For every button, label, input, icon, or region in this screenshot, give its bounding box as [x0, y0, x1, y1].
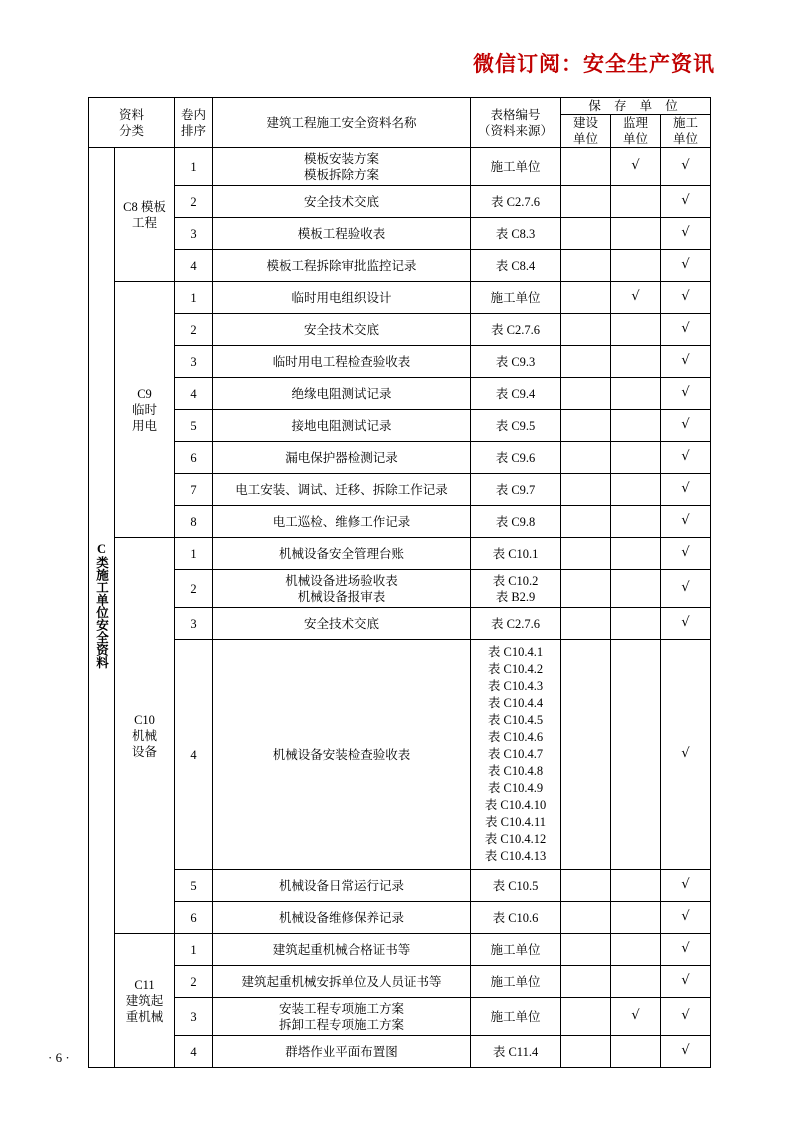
column-header-form-code-line1: 表格编号 [490, 107, 541, 122]
row-document-name [213, 282, 471, 314]
row-document-name [213, 640, 471, 870]
form-code-line: 表 C9.4 [495, 386, 536, 401]
form-code-line: 表 C10.4.7 [487, 747, 544, 761]
row-check-construction-unit [561, 250, 611, 282]
document-name-line: 安全技术交底 [304, 194, 380, 209]
row-sequence-number: 8 [175, 506, 213, 538]
row-sequence-number: 1 [175, 934, 213, 966]
row-check-supervision-unit [611, 186, 661, 218]
row-check-contractor-unit: √ [661, 346, 711, 378]
column-header-form-code-line2: （资料来源） [478, 123, 554, 138]
group-category-line: 用电 [132, 418, 158, 433]
row-document-name [213, 608, 471, 640]
row-check-construction-unit [561, 998, 611, 1036]
row-document-name [213, 870, 471, 902]
form-code-line: 表 C9.7 [495, 482, 536, 497]
row-check-contractor-unit: √ [661, 934, 711, 966]
row-form-code [471, 378, 561, 410]
row-check-contractor-unit: √ [661, 608, 711, 640]
group-category-label [115, 148, 175, 282]
document-name-line: 机械设备进场验收表 [285, 573, 398, 588]
form-code-line: 表 C10.6 [492, 910, 539, 925]
table-row [89, 870, 711, 902]
table-row [89, 506, 711, 538]
row-check-contractor-unit: √ [661, 1036, 711, 1068]
row-check-contractor-unit: √ [661, 998, 711, 1036]
group-category-line: 工程 [132, 215, 158, 230]
row-form-code [471, 506, 561, 538]
column-header-unit-construction-line1: 建设 [573, 116, 599, 130]
table-row [89, 346, 711, 378]
row-check-supervision-unit [611, 1036, 661, 1068]
row-sequence-number: 5 [175, 410, 213, 442]
row-check-contractor-unit: √ [661, 902, 711, 934]
row-check-construction-unit [561, 538, 611, 570]
form-code-line: 表 C10.4.1 [487, 645, 544, 659]
document-name-line: 绝缘电阻测试记录 [291, 386, 392, 401]
row-check-contractor-unit: √ [661, 148, 711, 186]
form-code-line: 表 C10.2 [492, 573, 539, 588]
row-document-name [213, 1036, 471, 1068]
page-number: · 6 · [48, 1050, 70, 1065]
table-row [89, 442, 711, 474]
form-code-line: 表 C9.3 [495, 354, 536, 369]
document-name-line: 临时用电工程检查验收表 [272, 354, 411, 369]
row-form-code [471, 218, 561, 250]
table-row [89, 218, 711, 250]
form-code-line: 表 C9.8 [495, 514, 536, 529]
document-name-line: 模板拆除方案 [304, 167, 380, 182]
row-check-supervision-unit [611, 570, 661, 608]
row-form-code [471, 640, 561, 870]
table-row [89, 902, 711, 934]
document-name-line: 群塔作业平面布置图 [285, 1044, 398, 1059]
document-name-line: 安装工程专项施工方案 [279, 1001, 405, 1016]
safety-records-table [88, 97, 711, 1068]
group-category-line: 建筑起 [125, 993, 164, 1008]
row-check-supervision-unit [611, 870, 661, 902]
form-code-line: 施工单位 [490, 974, 541, 989]
master-category-label [89, 148, 115, 1068]
row-check-contractor-unit: √ [661, 442, 711, 474]
column-header-unit-supervision-line1: 监理 [623, 116, 649, 130]
row-sequence-number: 1 [175, 538, 213, 570]
column-header-unit-contractor-line1: 施工 [673, 116, 699, 130]
document-name-line: 模板安装方案 [304, 151, 380, 166]
row-sequence-number: 2 [175, 966, 213, 998]
form-code-line: 施工单位 [490, 159, 541, 174]
row-document-name [213, 410, 471, 442]
row-check-contractor-unit: √ [661, 538, 711, 570]
form-code-line: 表 C10.4.13 [484, 849, 547, 863]
row-sequence-number: 2 [175, 314, 213, 346]
document-name-line: 接地电阻测试记录 [291, 418, 392, 433]
table-row [89, 186, 711, 218]
row-check-supervision-unit [611, 934, 661, 966]
row-check-supervision-unit [611, 474, 661, 506]
row-sequence-number: 4 [175, 378, 213, 410]
table-row [89, 608, 711, 640]
row-document-name [213, 346, 471, 378]
document-name-line: 建筑起重机械合格证书等 [272, 942, 411, 957]
form-code-line: 表 B2.9 [495, 589, 536, 604]
document-name-line: 拆卸工程专项施工方案 [279, 1017, 405, 1032]
group-category-line: C8 模板 [123, 199, 166, 214]
row-document-name [213, 538, 471, 570]
column-header-unit-contractor [661, 115, 711, 148]
row-check-contractor-unit: √ [661, 410, 711, 442]
row-form-code [471, 148, 561, 186]
form-code-line: 表 C10.4.9 [487, 781, 544, 795]
document-name-line: 机械设备日常运行记录 [279, 878, 405, 893]
document-name-line: 电工安装、调试、迁移、拆除工作记录 [235, 482, 448, 497]
column-header-category [89, 98, 175, 148]
form-code-line: 表 C9.6 [495, 450, 536, 465]
table-row [89, 640, 711, 870]
row-check-construction-unit [561, 934, 611, 966]
document-name-line: 模板工程拆除审批监控记录 [266, 258, 417, 273]
row-document-name [213, 474, 471, 506]
column-header-storage-units-group: 保 存 单 位 [561, 98, 711, 115]
form-code-line: 表 C2.7.6 [491, 194, 540, 209]
row-check-contractor-unit: √ [661, 870, 711, 902]
row-check-contractor-unit: √ [661, 640, 711, 870]
table-row [89, 250, 711, 282]
row-document-name [213, 218, 471, 250]
document-name-line: 电工巡检、维修工作记录 [272, 514, 411, 529]
row-sequence-number: 1 [175, 282, 213, 314]
row-document-name [213, 506, 471, 538]
row-check-contractor-unit: √ [661, 250, 711, 282]
row-sequence-number: 4 [175, 640, 213, 870]
row-check-construction-unit [561, 410, 611, 442]
row-check-supervision-unit [611, 608, 661, 640]
row-form-code [471, 282, 561, 314]
document-name-line: 机械设备安全管理台账 [279, 546, 405, 561]
form-code-line: 表 C10.4.11 [485, 815, 547, 829]
row-form-code [471, 186, 561, 218]
row-check-construction-unit [561, 186, 611, 218]
table-row [89, 538, 711, 570]
column-header-category-line1: 资料 [119, 107, 145, 122]
row-sequence-number: 1 [175, 148, 213, 186]
row-check-construction-unit [561, 314, 611, 346]
row-check-supervision-unit: √ [611, 148, 661, 186]
row-sequence-number: 5 [175, 870, 213, 902]
row-check-construction-unit [561, 966, 611, 998]
form-code-line: 表 C2.7.6 [491, 616, 540, 631]
document-name-line: 机械设备维修保养记录 [279, 910, 405, 925]
group-category-line: 机械 [132, 728, 158, 743]
row-check-construction-unit [561, 506, 611, 538]
form-code-line: 表 C9.5 [495, 418, 536, 433]
wechat-subscription-banner: 微信订阅：安全生产资讯 [473, 53, 715, 76]
document-name-line: 漏电保护器检测记录 [285, 450, 398, 465]
row-form-code [471, 410, 561, 442]
table-body [89, 148, 711, 1068]
row-document-name [213, 934, 471, 966]
row-sequence-number: 3 [175, 218, 213, 250]
form-code-line: 表 C10.4.12 [484, 832, 547, 846]
row-sequence-number: 7 [175, 474, 213, 506]
row-form-code [471, 314, 561, 346]
column-header-document-name: 建筑工程施工安全资料名称 [213, 98, 471, 148]
table-row [89, 474, 711, 506]
form-code-line: 表 C10.4.5 [487, 713, 544, 727]
form-code-line: 表 C10.4.2 [487, 662, 544, 676]
row-check-contractor-unit: √ [661, 570, 711, 608]
row-document-name [213, 442, 471, 474]
row-check-supervision-unit: √ [611, 998, 661, 1036]
row-form-code [471, 538, 561, 570]
row-form-code [471, 474, 561, 506]
row-form-code [471, 934, 561, 966]
group-category-line: 重机械 [125, 1009, 164, 1024]
row-check-supervision-unit [611, 538, 661, 570]
row-form-code [471, 998, 561, 1036]
row-form-code [471, 250, 561, 282]
document-name-line: 建筑起重机械安拆单位及人员证书等 [241, 974, 442, 989]
row-document-name [213, 378, 471, 410]
row-sequence-number: 3 [175, 346, 213, 378]
form-code-line: 施工单位 [490, 1009, 541, 1024]
row-sequence-number: 3 [175, 998, 213, 1036]
group-category-line: C9 [137, 386, 152, 401]
row-check-contractor-unit: √ [661, 218, 711, 250]
form-code-line: 表 C10.4.6 [487, 730, 544, 744]
row-form-code [471, 1036, 561, 1068]
row-document-name [213, 998, 471, 1036]
row-check-supervision-unit [611, 218, 661, 250]
row-sequence-number: 3 [175, 608, 213, 640]
group-category-label [115, 282, 175, 538]
table-row [89, 314, 711, 346]
document-name-line: 机械设备报审表 [297, 589, 386, 604]
row-check-supervision-unit [611, 250, 661, 282]
form-code-line: 施工单位 [490, 942, 541, 957]
row-check-construction-unit [561, 148, 611, 186]
row-check-contractor-unit: √ [661, 966, 711, 998]
row-document-name [213, 148, 471, 186]
row-check-construction-unit [561, 608, 611, 640]
table-row [89, 1036, 711, 1068]
row-sequence-number: 4 [175, 1036, 213, 1068]
table-head [89, 98, 711, 148]
row-form-code [471, 608, 561, 640]
document-name-line: 安全技术交底 [304, 616, 380, 631]
group-category-line: 临时 [132, 402, 158, 417]
row-check-construction-unit [561, 1036, 611, 1068]
column-header-sequence [175, 98, 213, 148]
document-name-line: 安全技术交底 [304, 322, 380, 337]
row-check-construction-unit [561, 378, 611, 410]
column-header-unit-supervision [611, 115, 661, 148]
table-row [89, 282, 711, 314]
row-sequence-number: 6 [175, 902, 213, 934]
row-check-supervision-unit [611, 314, 661, 346]
column-header-unit-contractor-line2: 单位 [673, 132, 699, 146]
form-code-line: 表 C2.7.6 [491, 322, 540, 337]
row-form-code [471, 966, 561, 998]
form-code-line: 表 C10.5 [492, 878, 539, 893]
table-row [89, 378, 711, 410]
row-sequence-number: 2 [175, 570, 213, 608]
row-check-supervision-unit [611, 640, 661, 870]
table-row [89, 998, 711, 1036]
group-category-line: C11 [134, 977, 155, 992]
row-check-contractor-unit: √ [661, 282, 711, 314]
row-check-construction-unit [561, 282, 611, 314]
row-document-name [213, 314, 471, 346]
row-form-code [471, 346, 561, 378]
form-code-line: 施工单位 [490, 290, 541, 305]
row-check-construction-unit [561, 346, 611, 378]
form-code-line: 表 C8.4 [495, 258, 536, 273]
form-code-line: 表 C10.4.8 [487, 764, 544, 778]
row-check-supervision-unit [611, 346, 661, 378]
table-header-row-1 [89, 98, 711, 115]
row-check-supervision-unit [611, 506, 661, 538]
safety-records-table-container [88, 97, 710, 1068]
row-sequence-number: 6 [175, 442, 213, 474]
row-document-name [213, 186, 471, 218]
row-check-construction-unit [561, 442, 611, 474]
row-document-name [213, 902, 471, 934]
row-check-supervision-unit [611, 966, 661, 998]
row-document-name [213, 966, 471, 998]
row-check-supervision-unit [611, 410, 661, 442]
row-check-construction-unit [561, 870, 611, 902]
row-check-construction-unit [561, 570, 611, 608]
row-sequence-number: 2 [175, 186, 213, 218]
row-check-contractor-unit: √ [661, 474, 711, 506]
table-row [89, 934, 711, 966]
table-row [89, 410, 711, 442]
column-header-unit-construction [561, 115, 611, 148]
document-name-line: 模板工程验收表 [297, 226, 386, 241]
column-header-sequence-line2: 排序 [181, 123, 207, 138]
row-check-construction-unit [561, 218, 611, 250]
document-name-line: 临时用电组织设计 [291, 290, 392, 305]
column-header-unit-construction-line2: 单位 [573, 132, 599, 146]
row-form-code [471, 902, 561, 934]
form-code-line: 表 C10.4.4 [487, 696, 544, 710]
row-check-contractor-unit: √ [661, 378, 711, 410]
row-sequence-number: 4 [175, 250, 213, 282]
column-header-sequence-line1: 卷内 [181, 107, 207, 122]
row-check-construction-unit [561, 902, 611, 934]
form-code-line: 表 C11.4 [492, 1044, 539, 1059]
row-check-contractor-unit: √ [661, 506, 711, 538]
row-form-code [471, 570, 561, 608]
row-document-name [213, 570, 471, 608]
master-category-text: C类施工单位安全资料 [94, 542, 109, 669]
row-form-code [471, 870, 561, 902]
row-check-construction-unit [561, 474, 611, 506]
form-code-line: 表 C10.1 [492, 546, 539, 561]
column-header-unit-supervision-line2: 单位 [623, 132, 649, 146]
table-row [89, 148, 711, 186]
row-check-supervision-unit: √ [611, 282, 661, 314]
column-header-category-line2: 分类 [119, 123, 145, 138]
column-header-form-code [471, 98, 561, 148]
group-category-line: C10 [134, 712, 155, 727]
row-check-contractor-unit: √ [661, 314, 711, 346]
row-check-contractor-unit: √ [661, 186, 711, 218]
group-category-label [115, 934, 175, 1068]
form-code-line: 表 C10.4.10 [484, 798, 547, 812]
row-check-supervision-unit [611, 902, 661, 934]
group-category-line: 设备 [132, 744, 158, 759]
row-document-name [213, 250, 471, 282]
table-row [89, 966, 711, 998]
form-code-line: 表 C10.4.3 [487, 679, 544, 693]
document-name-line: 机械设备安装检查验收表 [272, 747, 411, 762]
row-check-construction-unit [561, 640, 611, 870]
form-code-line: 表 C8.3 [495, 226, 536, 241]
table-row [89, 570, 711, 608]
row-form-code [471, 442, 561, 474]
group-category-label [115, 538, 175, 934]
row-check-supervision-unit [611, 442, 661, 474]
row-check-supervision-unit [611, 378, 661, 410]
